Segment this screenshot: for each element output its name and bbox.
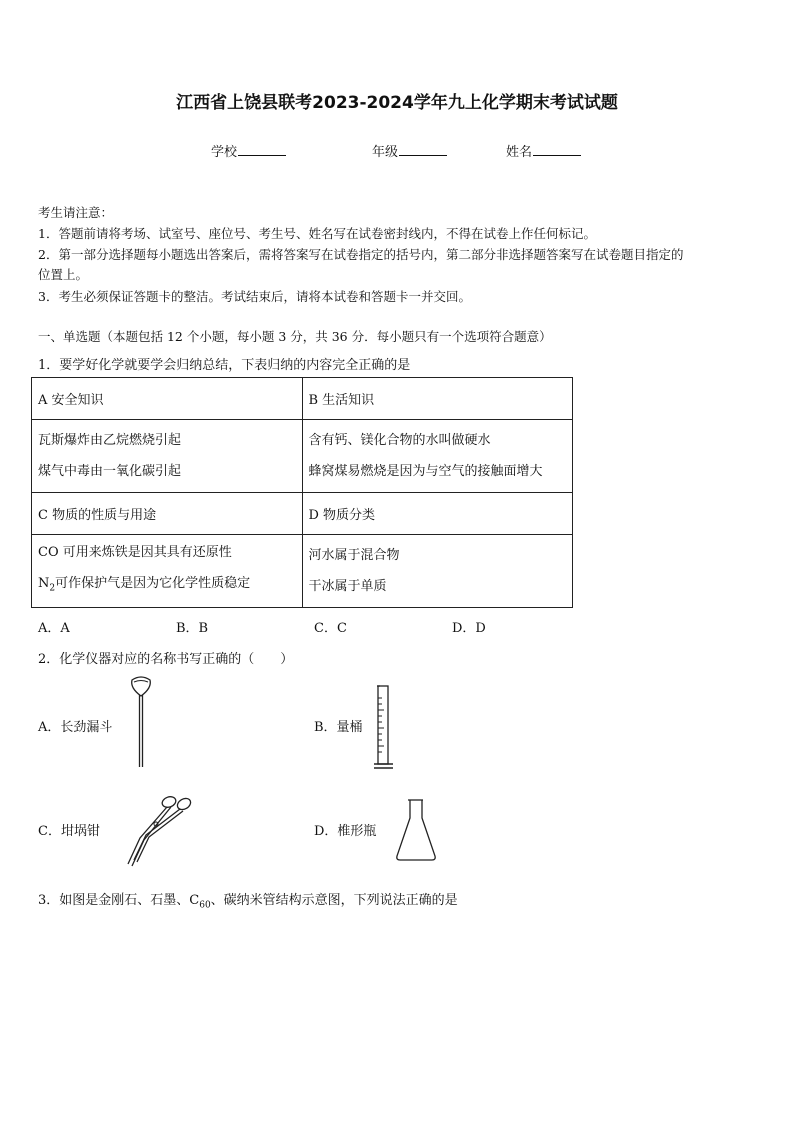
grade-label: 年级 bbox=[372, 145, 399, 160]
q2-option-b-label: B．量桶 bbox=[314, 720, 363, 735]
cell-d-body bbox=[302, 535, 573, 608]
q1-option-b: B．B bbox=[176, 621, 209, 636]
cell-a-line-1: 瓦斯爆炸由乙烷燃烧引起 bbox=[38, 433, 182, 448]
question-3-stem bbox=[38, 889, 458, 911]
cell-c-line-2-text: 可作保护气是因为它化学性质稳定 bbox=[55, 576, 251, 592]
cell-a-line-2: 煤气中毒由一氧化碳引起 bbox=[38, 464, 182, 479]
cell-b-line-2: 蜂窝煤易燃烧是因为与空气的接触面增大 bbox=[308, 464, 543, 479]
question-1-table bbox=[31, 377, 573, 608]
q1-option-c: C．C bbox=[314, 621, 347, 636]
cell-c-line-2 bbox=[38, 568, 296, 605]
notice-heading: 考生请注意： bbox=[38, 205, 114, 220]
school-label: 学校 bbox=[211, 145, 238, 160]
q2-option-d-label: D．椎形瓶 bbox=[314, 824, 377, 839]
school-blank bbox=[238, 143, 286, 156]
question-1-stem: 1．要学好化学就要学会归纳总结，下表归纳的内容完全正确的是 bbox=[38, 358, 411, 373]
c60-subscript: 60 bbox=[199, 900, 211, 911]
cell-b-head: B 生活知识 bbox=[302, 378, 573, 420]
cell-c-line-1: CO 可用来炼铁是因其具有还原性 bbox=[38, 545, 232, 561]
q2-option-a-label: A．长劲漏斗 bbox=[38, 720, 113, 735]
cell-c-head: C 物质的性质与用途 bbox=[32, 493, 303, 535]
name-label: 姓名 bbox=[506, 145, 533, 160]
cell-a-head: A 安全知识 bbox=[32, 378, 303, 420]
notice-item-2-line-2: 位置上。 bbox=[38, 267, 89, 282]
notice-item-1: 1．答题前请将考场、试室号、座位号、考生号、姓名写在试卷密封线内，不得在试卷上作任何标记。 bbox=[38, 226, 596, 241]
q2-option-c-label: C．坩埚钳 bbox=[38, 824, 100, 839]
question-2-stem: 2．化学仪器对应的名称书写正确的（ ） bbox=[38, 652, 294, 667]
graduated-cylinder-icon bbox=[372, 684, 396, 770]
page-title: 江西省上饶县联考2023-2024学年九上化学期末考试试题 bbox=[176, 93, 618, 113]
cell-b-body bbox=[302, 420, 573, 493]
q1-option-a: A．A bbox=[38, 621, 70, 636]
cell-d-head: D 物质分类 bbox=[302, 493, 573, 535]
name-field bbox=[506, 141, 581, 160]
n2-subscript: 2 bbox=[49, 583, 56, 594]
n2-symbol: N bbox=[38, 576, 50, 592]
q1-option-d: D．D bbox=[452, 621, 486, 636]
crucible-tongs-icon bbox=[122, 790, 198, 870]
grade-field bbox=[372, 141, 447, 160]
cell-d-line-1: 河水属于混合物 bbox=[308, 548, 400, 563]
q3-stem-rest: 、碳纳米管结构示意图，下列说法正确的是 bbox=[210, 893, 458, 908]
name-blank bbox=[533, 143, 581, 156]
conical-flask-icon bbox=[394, 798, 438, 864]
cell-a-body bbox=[32, 420, 303, 493]
notice-item-3: 3．考生必须保证答题卡的整洁。考试结束后，请将本试卷和答题卡一并交回。 bbox=[38, 289, 471, 304]
grade-blank bbox=[399, 143, 447, 156]
school-field bbox=[211, 141, 286, 160]
long-neck-funnel-icon bbox=[126, 674, 156, 770]
cell-d-line-2: 干冰属于单质 bbox=[308, 579, 387, 594]
section-heading: 一、单选题（本题包括 12 个小题，每小题 3 分，共 36 分．每小题只有一个选项符合题意） bbox=[38, 329, 552, 344]
cell-c-body bbox=[32, 535, 303, 608]
notice-item-2-line-1: 2．第一部分选择题每小题选出答案后，需将答案写在试卷指定的括号内，第二部分非选择题答案写在试卷题目指定的 bbox=[38, 247, 684, 262]
q3-stem-prefix: 3．如图是金刚石、石墨、C bbox=[38, 893, 200, 908]
cell-b-line-1: 含有钙、镁化合物的水叫做硬水 bbox=[308, 433, 491, 448]
